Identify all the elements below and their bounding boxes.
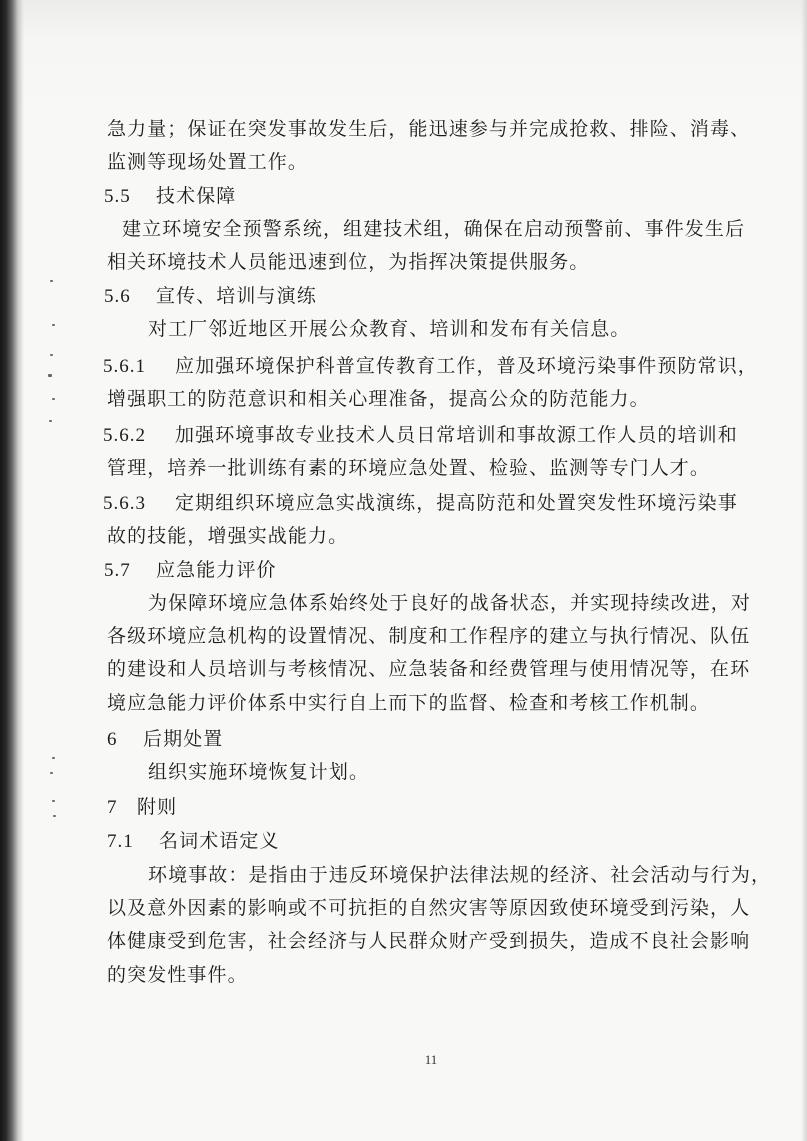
scan-speck [52,757,55,759]
paragraph-line: 的突发性事件。 [107,965,248,986]
section-heading-7-1 [107,830,280,854]
intro-line: 监测等现场处置工作。 [107,152,309,173]
scan-speck [49,420,52,422]
clause-number: 5.6.3 [103,493,146,514]
page-number: 11 [424,1052,438,1067]
clause-5-6-1 [103,355,758,379]
paragraph-line: 境应急能力评价体系中实行自上而下的监督、检查和考核工作机制。 [107,693,711,714]
section-title: 名词术语定义 [159,831,280,852]
section-heading-7 [107,796,177,820]
paragraph-line: 体健康受到危害，社会经济与人民群众财产受到损失，造成不良社会影响 [107,931,751,952]
clause-5-6-2 [103,424,738,448]
paragraph-line: 故的技能，增强实战能力。 [107,526,349,547]
section-title: 宣传、培训与演练 [156,286,317,307]
paragraph-line: 增强职工的防范意识和相关心理准备，提高公众的防范能力。 [107,389,650,410]
clause-text: 应加强环境保护科普宣传教育工作，普及环境污染事件预防常识， [175,356,758,377]
scan-speck [52,324,55,326]
section-number: 5.5 [104,186,131,207]
paragraph-line: 管理，培养一批训练有素的环境应急处置、检验、监测等专门人才。 [107,458,711,479]
clause-5-6-3 [103,492,738,516]
section-number: 5.6 [104,286,131,307]
paragraph-line: 建立环境安全预警系统，组建技术组，确保在启动预警前、事件发生后 [122,219,746,240]
paragraph-line: 各级环境应急机构的设置情况、制度和工作程序的建立与执行情况、队伍 [107,626,751,647]
clause-text: 加强环境事故专业技术人员日常培训和事故源工作人员的培训和 [175,425,738,446]
scan-speck [52,800,55,802]
scan-edge-right [801,0,807,1141]
paragraph-line: 组织实施环境恢复计划。 [148,762,370,783]
section-title: 附则 [137,797,178,818]
section-heading-5-5 [104,185,236,209]
section-heading-5-7 [104,559,277,583]
scan-speck [50,280,53,282]
paragraph-line: 环境事故：是指由于违反环境保护法律法规的经济、社会活动与行为， [148,865,772,886]
scan-speck [52,398,55,400]
section-heading-5-6 [104,285,317,309]
scan-speck [53,815,56,817]
section-number: 6 [107,729,118,750]
scan-speck [50,354,53,356]
clause-number: 5.6.2 [103,425,146,446]
section-number: 5.7 [104,560,131,581]
paragraph-line: 以及意外因素的影响或不可抗拒的自然灾害等原因致使环境受到污染，人 [107,898,751,919]
scan-speck [48,374,52,377]
scan-speck [50,772,53,774]
paragraph-line: 的建设和人员培训与考核情况、应急装备和经费管理与使用情况等，在环 [107,659,751,680]
paragraph-line: 为保障环境应急体系始终处于良好的战备状态，并实现持续改进，对 [148,593,752,614]
section-title: 技术保障 [156,186,237,207]
section-number: 7 [107,797,118,818]
section-title: 后期处置 [143,729,224,750]
section-number: 7.1 [107,831,134,852]
section-title: 应急能力评价 [156,560,277,581]
clause-number: 5.6.1 [103,356,146,377]
paragraph-line: 对工厂邻近地区开展公众教育、培训和发布有关信息。 [148,319,631,340]
section-heading-6 [107,728,223,752]
intro-line: 急力量；保证在突发事故发生后，能迅速参与并完成抢救、排险、消毒、 [107,119,751,140]
clause-text: 定期组织环境应急实战演练，提高防范和处置突发性环境污染事 [175,493,738,514]
scan-edge-left [0,0,24,1141]
paragraph-line: 相关环境技术人员能迅速到位，为指挥决策提供服务。 [107,252,590,273]
